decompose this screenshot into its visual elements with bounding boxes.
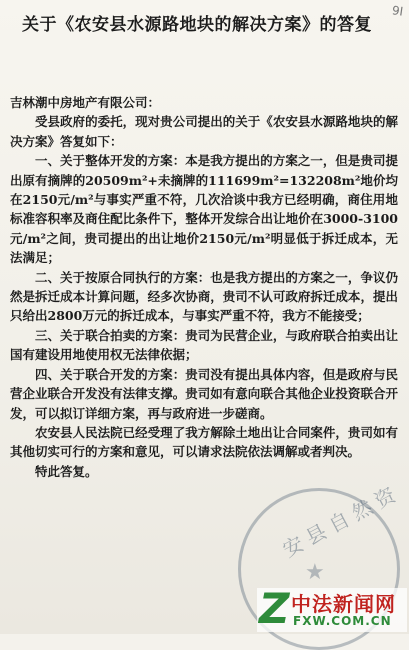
- seal-star-icon: ★: [305, 560, 325, 585]
- paragraph-overall-development: 一、关于整体开发的方案：本是我方提出的方案之一，但是贵司提出原有摘牌的20509m²+未摘牌的111699m²=132208m²地价均在2150元/m²与事实严重不符，几次洽谈中我方已经明确，商住用地标准容积率及商住配比条件下，整体开发综合出让地价在3000-3100元/m²之间，贵司提出的出让地价2150元/m²明显低于拆迁成本，无法满足；: [10, 153, 398, 266]
- document-title: 关于《农安县水源路地块的解决方案》的答复: [22, 15, 372, 35]
- paragraph-court-case: 农安县人民法院已经受理了我方解除土地出让合同案件，贵司如有其他切实可行的方案和意见，可以请求法院依法调解或者判决。: [10, 424, 398, 460]
- intro-paragraph: 受县政府的委托，现对贵公司提出的关于《农安县水源路地块的解决方案》答复如下：: [10, 114, 398, 149]
- salutation: 吉林潮中房地产有限公司：: [10, 95, 161, 110]
- watermark-logo-icon: Z: [259, 584, 290, 633]
- site-watermark: [257, 584, 407, 633]
- paragraph-joint-development: 四、关于联合开发的方案：贵司没有提出具体内容，但是政府与民营企业联合开发没有法律支撑。贵司如有意向联合其他企业投资联合开发，可以拟订详细方案，再与政府进一步磋商。: [10, 366, 398, 421]
- watermark-url: FXW.COM.CN: [293, 614, 392, 628]
- closing-line: 特此答复。: [35, 463, 98, 479]
- official-seal-text: 安县自然资: [278, 479, 405, 562]
- paragraph-original-contract: 二、关于按原合同执行的方案：也是我方提出的方案之一，争议仍然是拆迁成本计算问题，经多次协商，贵司不认可政府拆迁成本，提出只给出2800万元的拆迁成本，与事实严重不符，我方不能接受；: [10, 269, 398, 324]
- watermark-site-name: 中法新闻网: [291, 592, 396, 616]
- handwritten-page-mark: 9I: [390, 3, 404, 19]
- document-body: [10, 93, 398, 481]
- paragraph-joint-auction: 三、关于联合拍卖的方案：贵司为民营企业，与政府联合拍卖出让国有建设用地使用权无法律依据；: [10, 327, 398, 363]
